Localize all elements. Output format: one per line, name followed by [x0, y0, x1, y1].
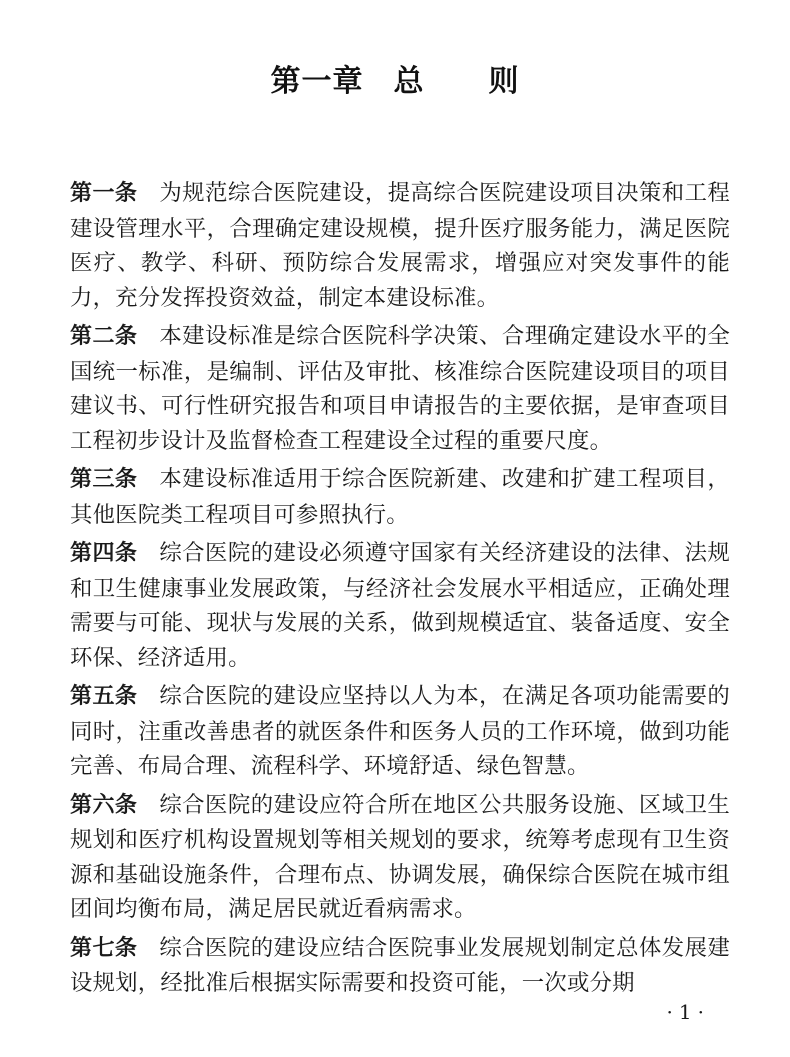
article-text: 本建设标准适用于综合医院新建、改建和扩建工程项目，其他医院类工程项目可参照执行。 — [70, 466, 730, 528]
chapter-title-part1: 总 — [393, 64, 425, 99]
article-label: 第五条 — [70, 684, 138, 709]
article-2 — [70, 319, 730, 458]
chapter-title-part2: 则 — [488, 64, 520, 99]
article-text: 本建设标准是综合医院科学决策、合理确定建设水平的全国统一标准，是编制、评估及审批、核准综合医院建设项目的项目建议书、可行性研究报告和项目申请报告的主要依据，是审查项目工程初步设计及监督检查工程建设全过程的重要尺度。 — [70, 323, 730, 454]
article-3 — [70, 462, 730, 532]
articles-list — [70, 176, 730, 1005]
article-text: 综合医院的建设应符合所在地区公共服务设施、区域卫生规划和医疗机构设置规划等相关规划的要求，统筹考虑现有卫生资源和基础设施条件，合理布点、协调发展，确保综合医院在城市组团间均衡布局，满足居民就近看病需求。 — [70, 791, 730, 922]
article-label: 第一条 — [70, 181, 138, 206]
article-label: 第六条 — [70, 792, 138, 818]
article-5 — [70, 679, 730, 784]
article-label: 第二条 — [70, 324, 138, 349]
article-label: 第四条 — [70, 541, 138, 566]
chapter-title — [0, 56, 790, 100]
article-6 — [70, 788, 730, 927]
article-text: 综合医院的建设应结合医院事业发展规划制定总体发展建设规划，经批准后根据实际需要和投资可能，一次或分期 — [70, 934, 730, 996]
page-number: ·1· — [666, 1000, 710, 1024]
article-label: 第七条 — [70, 935, 138, 961]
article-text: 综合医院的建设应坚持以人为本，在满足各项功能需要的同时，注重改善患者的就医条件和医务人员的工作环境，做到功能完善、布局合理、流程科学、环境舒适、绿色智慧。 — [70, 683, 730, 779]
article-label: 第三条 — [70, 467, 138, 492]
article-7 — [70, 931, 730, 1001]
article-text: 综合医院的建设必须遵守国家有关经济建设的法律、法规和卫生健康事业发展政策，与经济社会发展水平相适应，正确处理需要与可能、现状与发展的关系，做到规模适宜、装备适度、安全环保、经济适用。 — [70, 540, 730, 671]
chapter-prefix: 第一章 — [270, 64, 364, 99]
article-1 — [70, 176, 730, 315]
article-4 — [70, 536, 730, 675]
article-text: 为规范综合医院建设，提高综合医院建设项目决策和工程建设管理水平，合理确定建设规模，提升医疗服务能力，满足医院医疗、教学、科研、预防综合发展需求，增强应对突发事件的能力，充分发挥投资效益，制定本建设标准。 — [70, 180, 730, 311]
